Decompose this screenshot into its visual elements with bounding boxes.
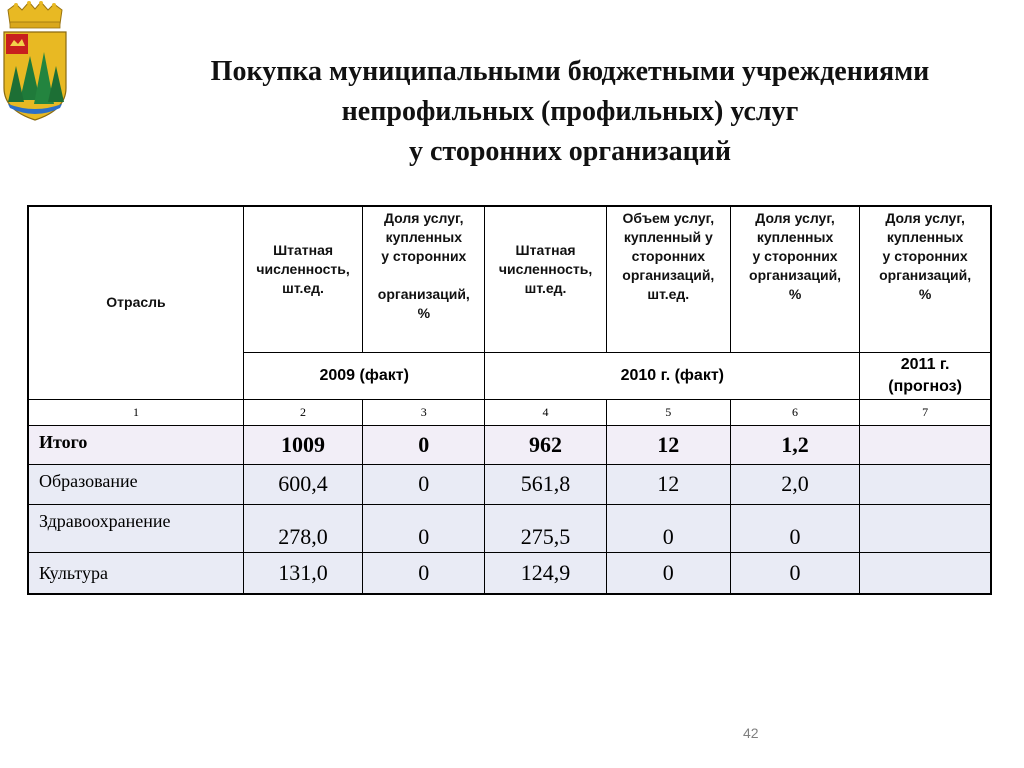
header-share-2010: Доля услуг, купленных у сторонних организаций, % [730,206,859,352]
cell-value: 124,9 [485,552,606,594]
header-staff-2010: Штатная численность, шт.ед. [485,206,606,352]
cell-value: 1009 [243,425,362,464]
title-line-1: Покупка муниципальными бюджетными учреждениями [210,56,930,87]
cell-value: 0 [606,552,730,594]
cell-value: 131,0 [243,552,362,594]
cell-value: 0 [730,504,859,552]
row-name: Культура [28,552,243,594]
cell-value [860,552,991,594]
page-number: 42 [743,725,759,741]
cell-value: 0 [606,504,730,552]
cell-value: 278,0 [243,504,362,552]
table-row-total [28,425,991,464]
cell-value [860,504,991,552]
row-name: Здравоохранение [28,504,243,552]
cell-value: 2,0 [730,464,859,504]
row-name: Итого [28,425,243,464]
cell-value: 962 [485,425,606,464]
table-row [28,552,991,594]
services-table [27,205,992,595]
column-number: 2 [243,399,362,425]
cell-value: 0 [363,464,485,504]
cell-value [860,464,991,504]
cell-value: 12 [606,425,730,464]
column-number: 6 [730,399,859,425]
cell-value: 12 [606,464,730,504]
column-number: 7 [860,399,991,425]
column-number: 4 [485,399,606,425]
header-share-2009: Доля услуг, купленных у сторонних организаций, % [363,206,485,352]
header-volume-2010: Объем услуг, купленный у сторонних организаций, шт.ед. [606,206,730,352]
cell-value: 600,4 [243,464,362,504]
cell-value: 0 [363,425,485,464]
year-2009: 2009 (факт) [243,352,484,399]
header-share-2011: Доля услуг, купленных у сторонних организаций, % [860,206,991,352]
cell-value [860,425,991,464]
table-row [28,464,991,504]
column-number: 1 [28,399,243,425]
slide-title [100,52,1024,172]
year-2010: 2010 г. (факт) [485,352,860,399]
column-number: 3 [363,399,485,425]
row-name: Образование [28,464,243,504]
header-staff-2009: Штатная численность, шт.ед. [243,206,362,352]
cell-value: 0 [363,504,485,552]
coat-of-arms-emblem [0,0,70,122]
cell-value: 1,2 [730,425,859,464]
title-line-2: непрофильных (профильных) услуг [341,96,799,127]
cell-value: 561,8 [485,464,606,504]
title-line-3: у сторонних организаций [409,136,731,167]
column-number: 5 [606,399,730,425]
cell-value: 0 [730,552,859,594]
crown-icon [8,1,62,28]
year-2011: 2011 г. (прогноз) [860,352,991,399]
column-number-row [28,399,991,425]
table-row [28,504,991,552]
header-sector: Отрасль [28,206,243,399]
cell-value: 0 [363,552,485,594]
cell-value: 275,5 [485,504,606,552]
